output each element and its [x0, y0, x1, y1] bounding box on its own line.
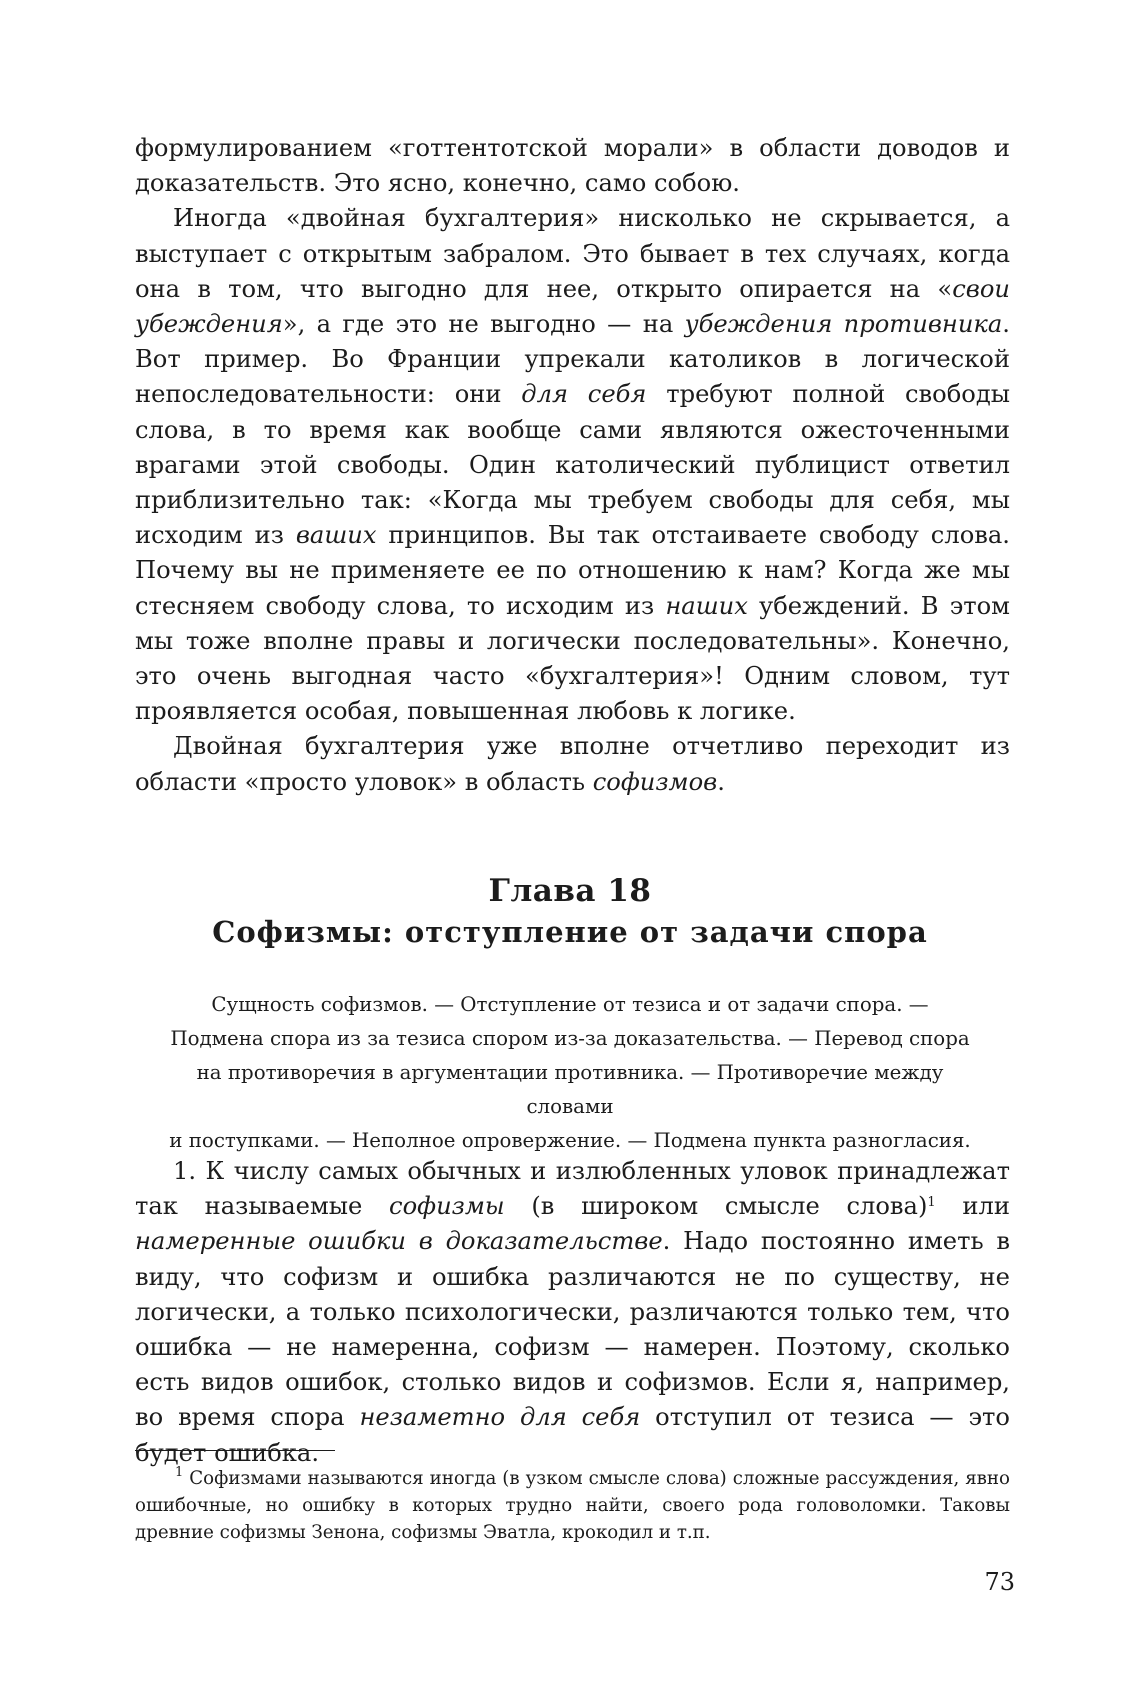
footnote-divider — [135, 1450, 335, 1451]
footnote-text: Софизмами называются иногда (в узком смысле слова) сложные рассуждения, явно ошибочные, но ошибку в которых трудно найти, своего рода головоломки. Таковы древние софизмы Зенона, софизмы Эватла, крокодил и т.п. — [135, 1468, 1010, 1543]
text-run: . — [717, 767, 725, 796]
synopsis-line: Сущность софизмов. — Отступление от тезиса и от задачи спора. — — [211, 993, 929, 1016]
text-run: Двойная бухгалтерия уже вполне отчетливо переходит из области «просто уловок» в область — [135, 732, 1010, 796]
text-run: . Надо постоянно иметь в виду, что софизм и ошибка различаются не по существу, не логически, а только психологически, различаются только тем, что ошибка — не намеренна, софизм — намерен. Поэтому, сколько есть видов ошибок, столько видов и софизмов. Если я, например, во время спора — [135, 1227, 1010, 1432]
footnote-marker: 1 — [927, 1195, 936, 1211]
footnote — [135, 1465, 1010, 1546]
text-run: Иногда «двойная бухгалтерия» нисколько не скрывается, а выступает с открытым забралом. Это бывает в тех случаях, когда она в том, что выгодно для нее, открыто опирается на « — [135, 204, 1010, 303]
synopsis-line: Подмена спора из за тезиса спором из-за доказательства. — Перевод спора — [170, 1027, 970, 1050]
text-run: », а где это не выгодно — на — [282, 310, 685, 339]
top-text-block — [135, 131, 1010, 800]
paragraph-transition — [135, 729, 1010, 799]
italic-run: намеренные ошибки в доказательстве — [135, 1227, 663, 1256]
italic-run: наших — [665, 591, 748, 620]
paragraph-sophisms — [135, 1154, 1010, 1471]
text-run: убеждений. В этом мы тоже вполне правы и логически последовательны». Конечно, это очень выгодная часто «бухгалтерия»! Одним словом, тут проявляется особая, повышенная любовь к логике. — [135, 591, 1010, 726]
page-number: 73 — [984, 1568, 1015, 1596]
synopsis-line: и поступками. — Неполное опровержение. — Подмена пункта разногласия. — [169, 1129, 971, 1152]
text-run: отступил от тезиса — это будет ошибка. — [135, 1403, 1010, 1467]
synopsis-line: на противоречия в аргументации противника. — Противоречие между словами — [196, 1061, 944, 1118]
italic-run: софизмов — [592, 767, 718, 796]
text-run: требуют полной свободы слова, в то время как вообще сами являются ожесточенными врагами этой свободы. Один католический публицист ответил приблизительно так: «Когда мы требуем свободы для себя, мы исходим из — [135, 380, 1010, 550]
chapter-synopsis — [150, 988, 990, 1158]
italic-run: ваших — [295, 521, 377, 550]
italic-run: незаметно для себя — [359, 1403, 641, 1432]
paragraph-double-bookkeeping — [135, 201, 1010, 729]
text-run: 1. К числу самых обычных и излюбленных уловок принадлежат так называемые — [135, 1157, 1010, 1221]
chapter-number: Глава 18 — [488, 873, 652, 909]
text-run: . Вот пример. Во Франции упрекали католиков в логической непоследовательности: они — [135, 310, 1010, 409]
text-run: принципов. Вы так отстаиваете свободу слова. Почему вы не применяете ее по отношению к нам? Когда же мы стесняем свободу слова, то исходим из — [135, 521, 1010, 620]
text-run: или — [935, 1192, 1011, 1221]
chapter-title: Софизмы: отступление от задачи спора — [212, 915, 928, 949]
text-run: (в широком смысле слова) — [504, 1192, 928, 1221]
footnote-mark: 1 — [175, 1465, 184, 1480]
main-text-block — [135, 1154, 1010, 1471]
italic-run: софизмы — [389, 1192, 505, 1221]
italic-run: свои убеждения — [135, 274, 1010, 339]
paragraph-continuation: формулированием «готтентотской морали» в области доводов и доказательств. Это ясно, конечно, само собою. — [135, 134, 1010, 198]
italic-run: убеждения противника — [684, 310, 1003, 339]
italic-run: для себя — [521, 380, 647, 409]
